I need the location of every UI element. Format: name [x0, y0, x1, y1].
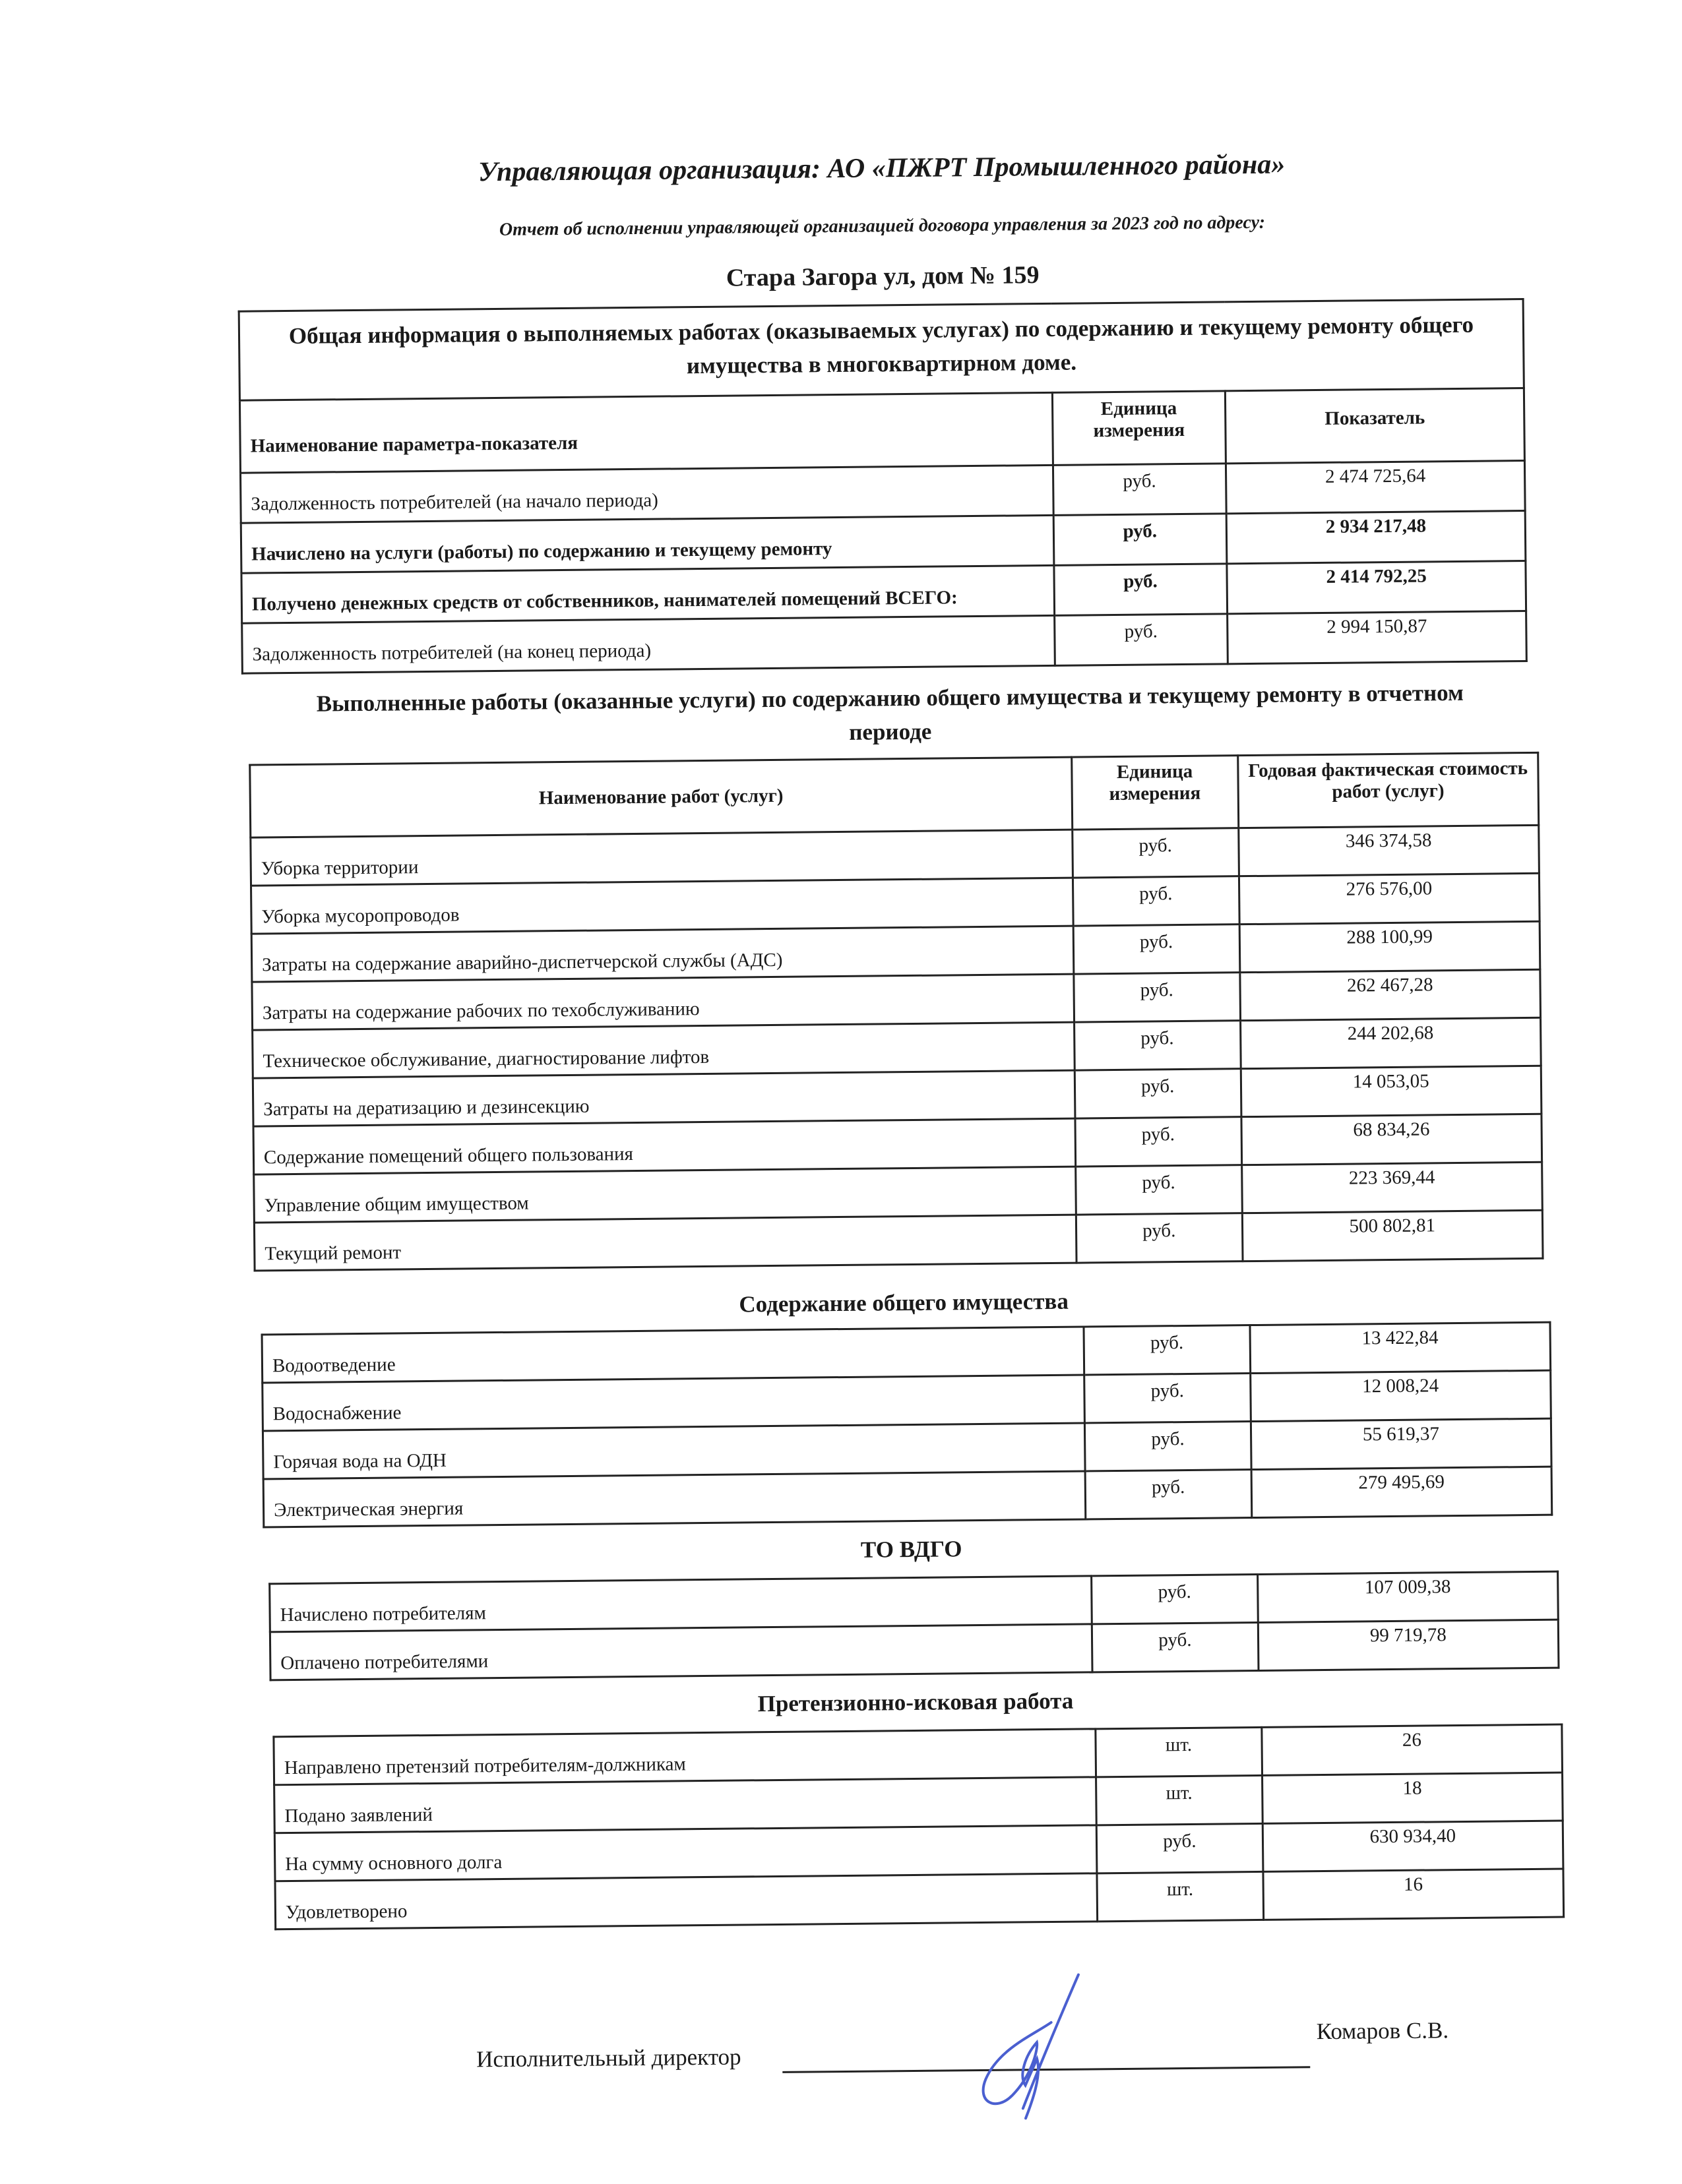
row-value: 12 008,24 [1250, 1370, 1551, 1421]
column-header-value: Показатель [1225, 388, 1524, 463]
row-unit: руб. [1076, 1213, 1243, 1263]
row-unit: руб. [1092, 1574, 1258, 1623]
row-value: 500 802,81 [1242, 1210, 1543, 1261]
column-header-param: Наименование параметра-показателя [239, 392, 1053, 473]
organization-title: Управляющая организация: АО «ПЖРТ Промышленного района» [478, 149, 1286, 188]
row-label: Управление общим имуществом [254, 1167, 1076, 1223]
row-label: Водоснабжение [263, 1375, 1085, 1431]
works-table [249, 752, 1543, 1272]
claims-heading: Претензионно-исковая работа [757, 1687, 1074, 1717]
row-value: 262 467,28 [1239, 969, 1540, 1020]
row-unit: шт. [1096, 1727, 1262, 1776]
row-value: 630 934,40 [1262, 1821, 1563, 1871]
row-unit: руб. [1074, 973, 1241, 1022]
vdgo-heading: ТО ВДГО [860, 1536, 962, 1563]
row-value: 99 719,78 [1258, 1620, 1559, 1670]
row-label: Текущий ремонт [254, 1215, 1076, 1271]
row-label: Задолженность потребителей (на конец периода) [242, 615, 1055, 673]
row-label: Оплачено потребителями [270, 1624, 1092, 1680]
row-value: 2 414 792,25 [1227, 561, 1526, 613]
row-label: Уборка мусоропроводов [251, 878, 1073, 934]
row-value: 14 053,05 [1241, 1066, 1542, 1116]
general-info-caption: Общая информация о выполняемых работах (оказываемых услугах) по содержанию и текущему ремонту общего имущества в многоквартирном доме. [239, 299, 1524, 400]
row-unit: руб. [1074, 1021, 1241, 1070]
row-label: Содержание помещений общего пользования [253, 1118, 1075, 1174]
row-label: Подано заявлений [274, 1777, 1097, 1833]
common-property-heading: Содержание общего имущества [739, 1288, 1069, 1318]
row-unit: руб. [1096, 1823, 1262, 1873]
row-label: Техническое обслуживание, диагностирование лифтов [253, 1022, 1075, 1078]
row-label: Направлено претензий потребителям-должникам [274, 1729, 1096, 1785]
signatory-name: Комаров С.В. [1316, 2017, 1449, 2045]
row-value: 346 374,58 [1238, 825, 1539, 876]
general-info-header-row [239, 388, 1524, 473]
row-unit: руб. [1084, 1422, 1251, 1471]
general-info-table [238, 298, 1528, 674]
row-value: 276 576,00 [1239, 873, 1540, 924]
row-label: Задолженность потребителей (на начало периода) [240, 465, 1053, 523]
row-label: Горячая вода на ОДН [263, 1423, 1085, 1479]
row-unit: руб. [1075, 1117, 1242, 1167]
row-value: 279 495,69 [1251, 1467, 1552, 1517]
row-label: Уборка территории [251, 830, 1073, 886]
row-value: 13 422,84 [1250, 1322, 1551, 1373]
row-value: 68 834,26 [1241, 1114, 1542, 1165]
claims-table [272, 1724, 1565, 1931]
row-label: Водоотведение [262, 1327, 1084, 1383]
row-value: 107 009,38 [1257, 1571, 1558, 1622]
row-label: Начислено потребителям [270, 1576, 1092, 1632]
row-unit: руб. [1053, 463, 1226, 515]
row-unit: руб. [1092, 1622, 1258, 1672]
row-unit: шт. [1096, 1775, 1262, 1825]
signatory-position: Исполнительный директор [476, 2044, 741, 2073]
report-title: Отчет об исполнении управляющей организацией договора управления за 2023 год по адресу: [499, 212, 1266, 240]
row-label: Затраты на дератизацию и дезинсекцию [253, 1070, 1075, 1126]
row-unit: руб. [1085, 1470, 1251, 1519]
row-unit: руб. [1073, 925, 1240, 974]
row-value: 2 994 150,87 [1228, 611, 1527, 663]
row-label: На сумму основного долга [274, 1825, 1097, 1881]
row-value: 26 [1262, 1724, 1563, 1775]
row-label: Электрическая энергия [263, 1471, 1086, 1527]
vdgo-table [268, 1571, 1559, 1682]
column-header-unit: Единица измерения [1052, 390, 1226, 465]
row-unit: руб. [1054, 563, 1228, 615]
row-unit: руб. [1075, 1069, 1241, 1118]
row-unit: руб. [1072, 828, 1239, 878]
general-info-caption-row [239, 299, 1524, 400]
row-label: Начислено на услуги (работы) по содержанию и текущему ремонту [241, 515, 1053, 573]
row-unit: руб. [1084, 1374, 1251, 1423]
row-value: 288 100,99 [1239, 921, 1540, 972]
row-unit: руб. [1084, 1325, 1250, 1375]
column-header-annual-cost: Годовая фактическая стоимость работ (услуг) [1237, 752, 1538, 828]
row-value: 2 474 725,64 [1226, 460, 1525, 513]
row-value: 18 [1262, 1773, 1563, 1823]
row-value: 223 369,44 [1241, 1162, 1542, 1213]
common-property-table [261, 1321, 1553, 1529]
address: Стара Загора ул, дом № 159 [726, 261, 1040, 292]
column-header-work-name: Наименование работ (услуг) [250, 757, 1073, 837]
row-unit: руб. [1073, 876, 1239, 926]
signature-mark [958, 1969, 1105, 2122]
row-unit: шт. [1097, 1871, 1263, 1921]
row-unit: руб. [1075, 1165, 1242, 1215]
row-label: Удовлетворено [275, 1873, 1098, 1929]
row-value: 244 202,68 [1240, 1017, 1541, 1068]
row-value: 16 [1263, 1869, 1564, 1920]
row-label: Затраты на содержание рабочих по техобслуживанию [252, 974, 1074, 1030]
works-heading: Выполненные работы (оказанные услуги) по содержанию общего имущества и текущему ремонту в отчетном периоде [316, 679, 1464, 745]
row-label: Получено денежных средств от собственников, нанимателей помещений ВСЕГО: [241, 565, 1054, 623]
row-label: Затраты на содержание аварийно-диспетчерской службы (АДС) [251, 926, 1073, 982]
works-header-row [250, 752, 1539, 837]
row-unit: руб. [1054, 613, 1228, 665]
column-header-unit: Единица измерения [1071, 756, 1238, 830]
row-value: 55 619,37 [1251, 1418, 1551, 1469]
row-value: 2 934 217,48 [1226, 510, 1526, 563]
row-unit: руб. [1053, 513, 1227, 565]
